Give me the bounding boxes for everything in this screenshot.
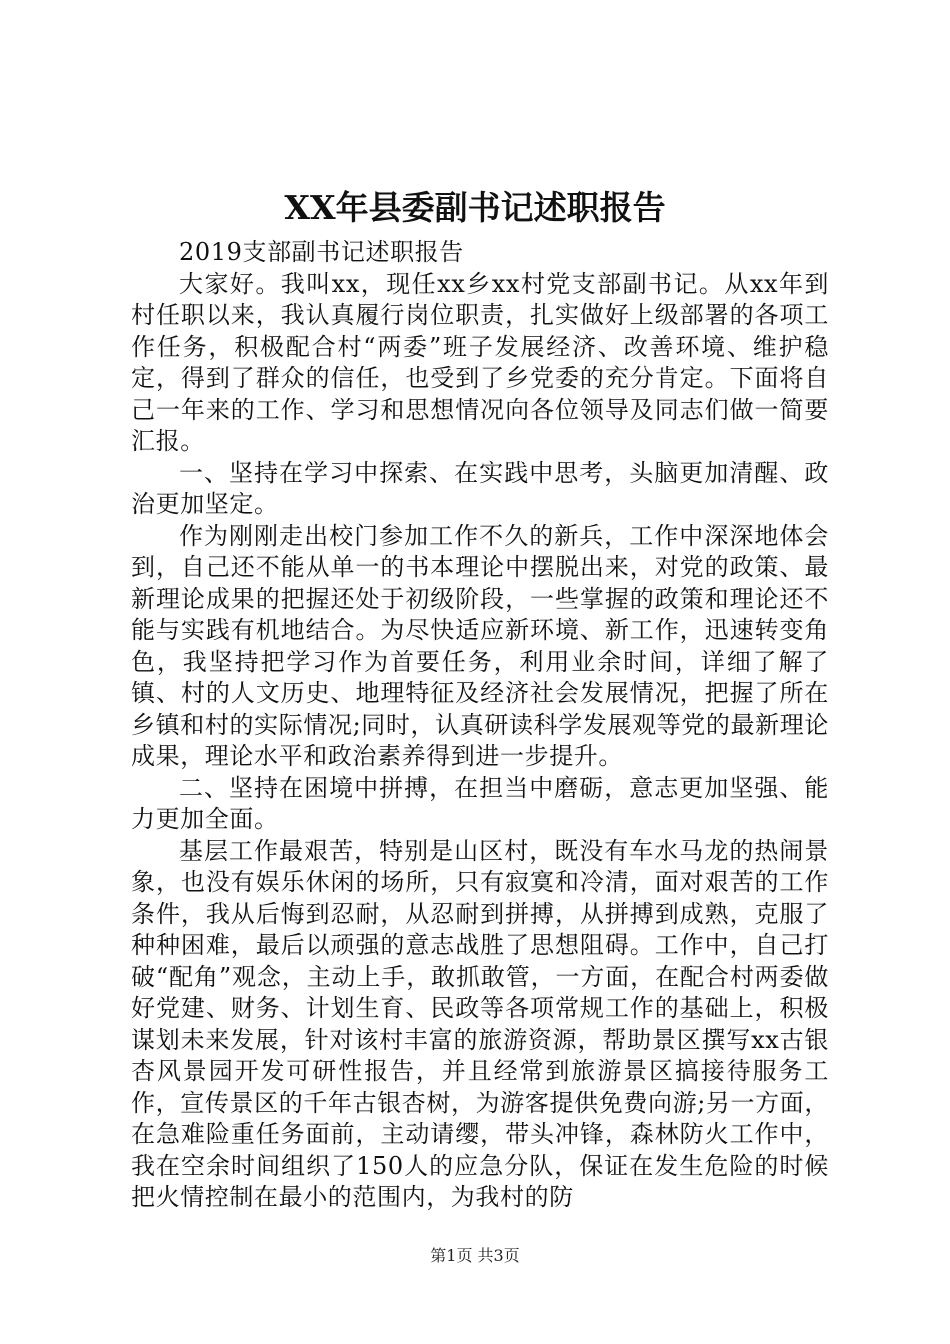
section-heading: 一、坚持在学习中探索、在实践中思考，头脑更加清醒、政治更加坚定。 (131, 458, 829, 518)
document-title: XX年县委副书记述职报告 (284, 188, 666, 227)
body-paragraph: 基层工作最艰苦，特别是山区村，既没有车水马龙的热闹景象，也没有娱乐休闲的场所，只有寂寞和冷清，面对艰苦的工作条件，我从后悔到忍耐，从忍耐到拼搏，从拼搏到成熟，克服了种种困难，最后以顽强的意志战胜了思想阻碍。工作中，自己打破“配角”观念，主动上手，敢抓敢管，一方面，在配合村两委做好党建、财务、计划生育、民政等各项常规工作的基础上，积极谋划未来发展，针对该村丰富的旅游资源，帮助景区撰写xx古银杏风景园开发可研性报告，并且经常到旅游景区搞接待服务工作，宣传景区的千年古银杏树，为游客提供免费向游;另一方面，在急难险重任务面前，主动请缨，带头冲锋，森林防火工作中，我在空余时间组织了150人的应急分队，保证在发生危险的时候把火情控制在最小的范围内，为我村的防 (131, 836, 829, 1211)
section-heading: 二、坚持在困境中拼搏，在担当中磨砺，意志更加坚强、能力更加全面。 (131, 773, 829, 833)
body-paragraph: 作为刚刚走出校门参加工作不久的新兵，工作中深深地体会到，自己还不能从单一的书本理论中摆脱出来，对党的政策、最新理论成果的把握还处于初级阶段，一些掌握的政策和理论还不能与实践有机地结合。为尽快适应新环境、新工作，迅速转变角色，我坚持把学习作为首要任务，利用业余时间，详细了解了镇、村的人文历史、地理特征及经济社会发展情况，把握了所在乡镇和村的实际情况;同时，认真研读科学发展观等党的最新理论成果，理论水平和政治素养得到进一步提升。 (131, 521, 829, 770)
page-footer: 第1页 共3页 (430, 1246, 520, 1265)
subtitle-paragraph: 2019支部副书记述职报告 (179, 238, 464, 266)
body-paragraph: 大家好。我叫xx，现任xx乡xx村党支部副书记。从xx年到村任职以来，我认真履行岗位职责，扎实做好上级部署的各项工作任务，积极配合村“两委”班子发展经济、改善环境、维护稳定，得到了群众的信任，也受到了乡党委的充分肯定。下面将自己一年来的工作、学习和思想情况向各位领导及同志们做一简要汇报。 (131, 269, 829, 455)
document-body (131, 237, 829, 1214)
